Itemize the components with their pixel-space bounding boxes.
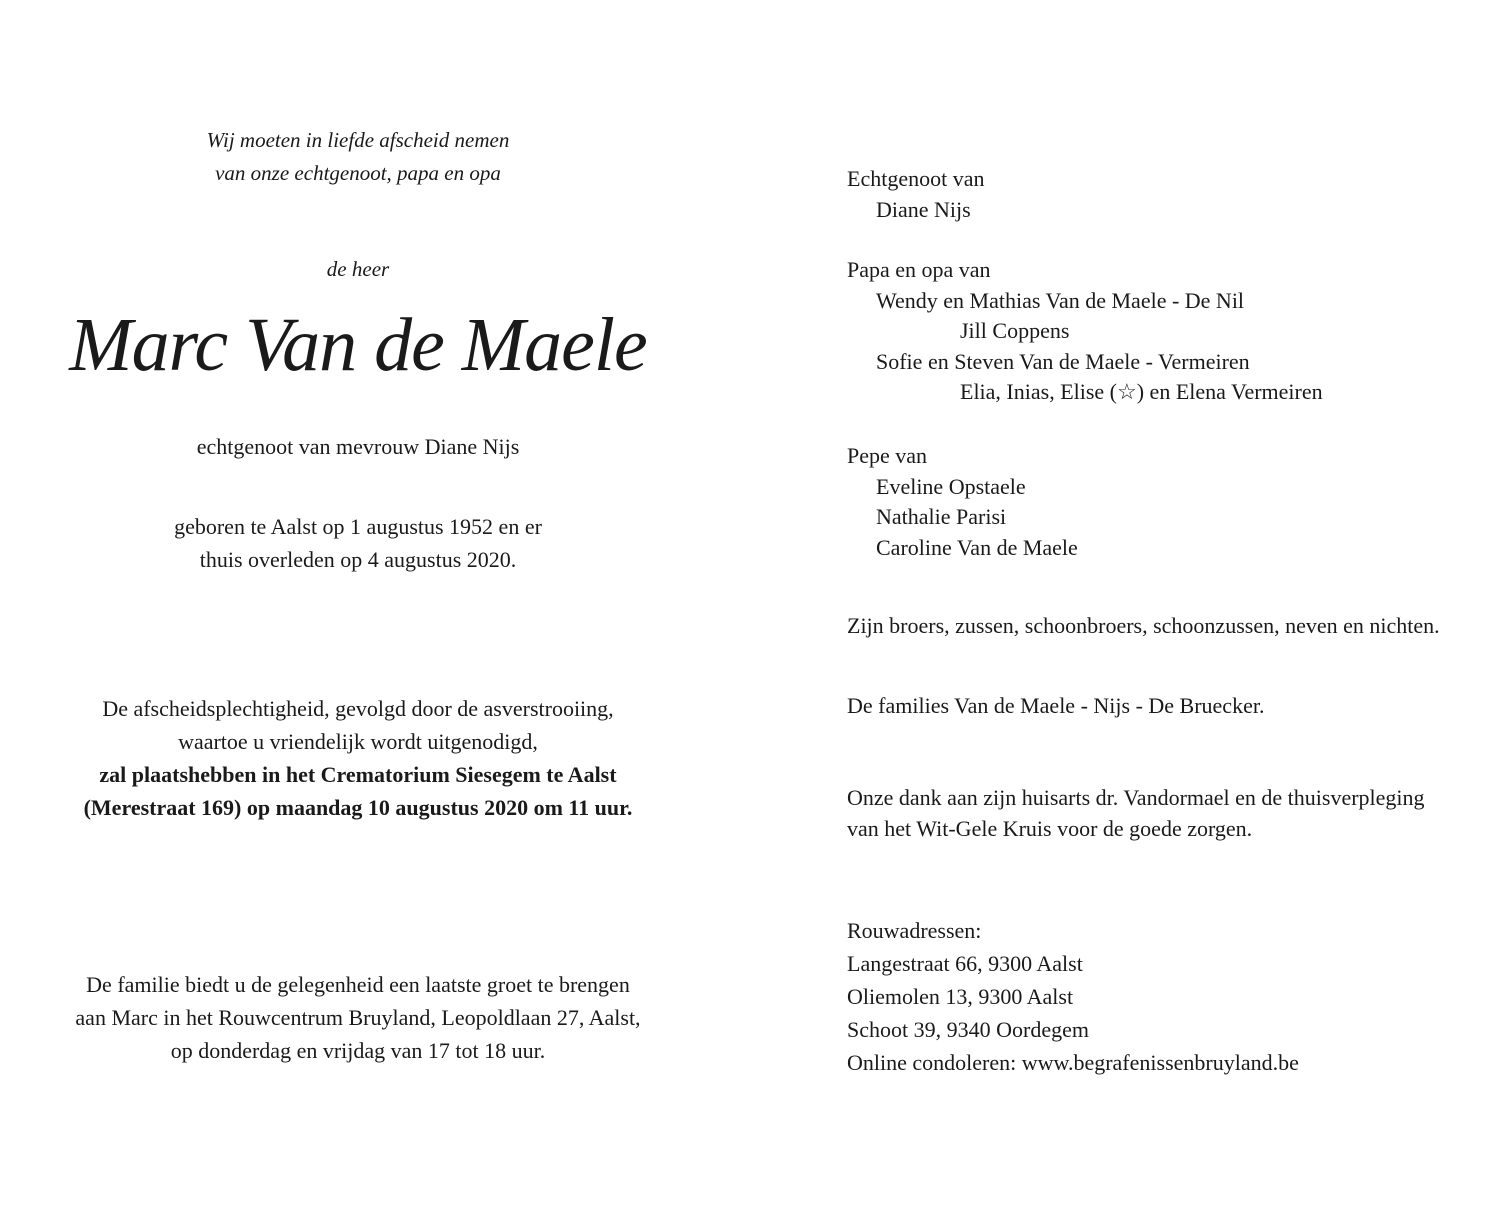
ceremony-info [0,692,716,824]
pepe-heading: Pepe van [847,443,928,468]
thanks-line: Onze dank aan zijn huisarts dr. Vandormael en de thuisverpleging [847,785,1425,810]
spouse-line: echtgenoot van mevrouw Diane Nijs [196,434,520,459]
ceremony-line: De afscheidsplechtigheid, gevolgd door de asverstrooiing, [102,696,614,721]
salutation: de heer [326,257,390,281]
intro-text [0,124,716,190]
address-line: Langestraat 66, 9300 Aalst [847,951,1083,976]
children-line: Jill Coppens [960,318,1070,343]
birth-death-info [0,510,716,576]
left-panel [0,0,716,1214]
birth-line: geboren te Aalst op 1 augustus 1952 en er [174,514,542,539]
address-line: Oliemolen 13, 9300 Aalst [847,984,1074,1009]
thanks-section [847,782,1487,844]
pepe-name: Caroline Van de Maele [876,534,1078,560]
ceremony-location-line: zal plaatshebben in het Crematorium Siesegem te Aalst [99,762,617,787]
intro-line: Wij moeten in liefde afscheid nemen [206,128,510,152]
visit-line: De familie biedt u de gelegenheid een laatste groet te brengen [86,972,630,997]
spouse-name: Diane Nijs [876,196,971,222]
pepe-section [847,441,1487,563]
visitation-info [0,968,716,1067]
grandchildren-section [847,255,1487,408]
pepe-name: Nathalie Parisi [876,504,1007,529]
families-line: De families Van de Maele - Nijs - De Bruecker. [847,693,1265,718]
visit-line: aan Marc in het Rouwcentrum Bruyland, Leopoldlaan 27, Aalst, [75,1005,641,1030]
grandchildren-heading: Papa en opa van [847,257,991,282]
visit-line: op donderdag en vrijdag van 17 tot 18 uur. [170,1038,546,1063]
deceased-name: Marc Van de Maele [69,303,647,387]
family-line: Wendy en Mathias Van de Maele - De Nil [876,287,1245,313]
spouse-heading: Echtgenoot van [847,166,985,191]
death-line: thuis overleden op 4 augustus 2020. [199,547,517,572]
siblings-line: Zijn broers, zussen, schoonbroers, schoonzussen, neven en nichten. [847,613,1440,638]
right-panel [847,0,1487,1214]
family-line: Sofie en Steven Van de Maele - Vermeiren [876,348,1250,374]
addresses-section [847,914,1487,1079]
spouse-section [847,164,1487,225]
intro-line: van onze echtgenoot, papa en opa [215,161,501,185]
address-line: Schoot 39, 9340 Oordegem [847,1017,1089,1042]
addresses-heading: Rouwadressen: [847,918,982,943]
thanks-line: van het Wit-Gele Kruis voor de goede zorgen. [847,816,1253,841]
ceremony-date-line: (Merestraat 169) op maandag 10 augustus 2020 om 11 uur. [83,795,633,820]
ceremony-line: waartoe u vriendelijk wordt uitgenodigd, [178,729,538,754]
online-condolence-line: Online condoleren: www.begrafenissenbruyland.be [847,1050,1299,1075]
pepe-name: Eveline Opstaele [876,473,1026,499]
children-line: Elia, Inias, Elise (☆) en Elena Vermeiren [960,379,1323,404]
